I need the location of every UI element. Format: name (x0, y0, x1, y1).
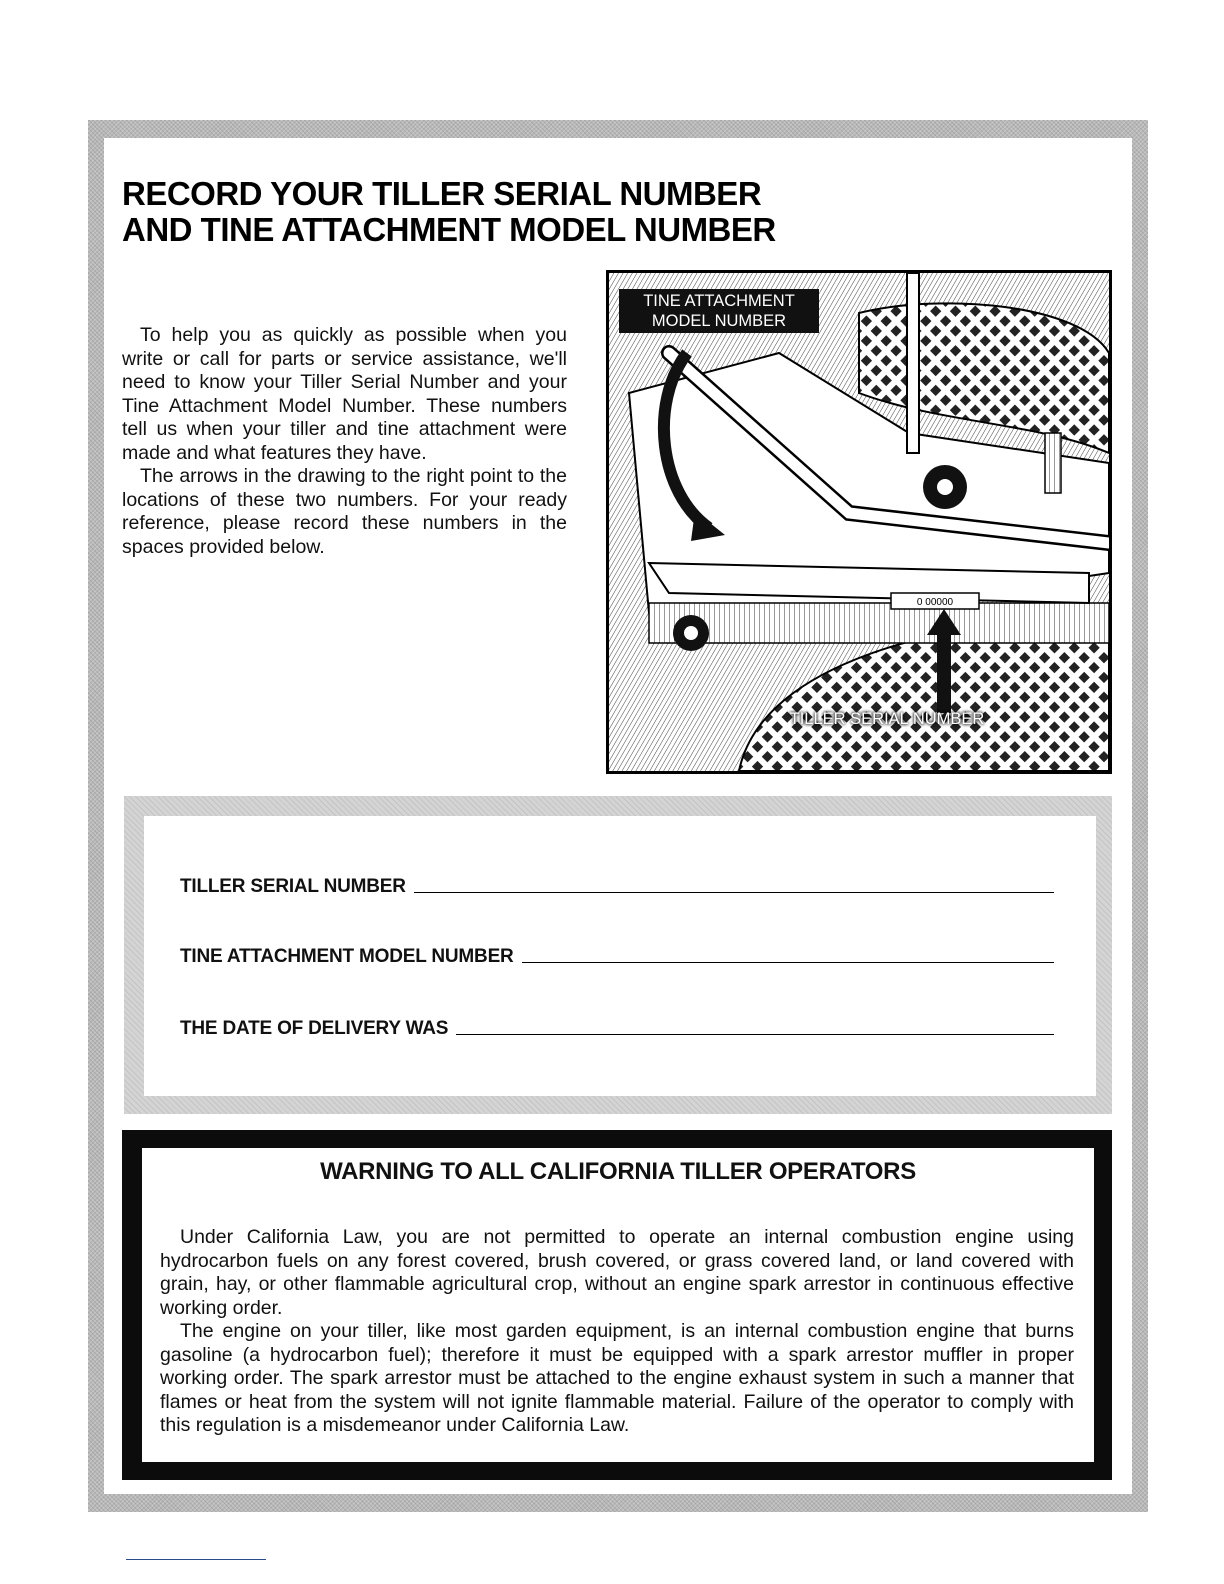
model-number-field[interactable] (180, 946, 1054, 968)
delivery-date-blank[interactable] (456, 1033, 1054, 1035)
tine-callout-line-1: TINE ATTACHMENT (643, 292, 795, 310)
spring (1045, 433, 1061, 493)
page-title (122, 176, 776, 248)
delivery-date-field[interactable] (180, 1018, 1054, 1040)
tine-model-callout (619, 289, 819, 333)
warning-paragraph-2: The engine on your tiller, like most garden equipment, is an internal combustion engine that burns gasoline (a hydrocarbon fuel); therefore it must be equipped with a spark arrestor muffler in proper working order. The spark arrestor must be attached to the engine exhaust system in such a manner that flames or heat from the system will not ignite flammable material. Failure of the operator to comply with this regulation is a misdemeanor under California Law. (160, 1320, 1074, 1436)
model-number-blank[interactable] (522, 961, 1054, 963)
intro-text (122, 324, 567, 559)
warning-paragraph-1: Under California Law, you are not permitted to operate an internal combustion engine using hydrocarbon fuels on any forest covered, brush covered, or grass covered land, or land covered with grain, hay, or other flammable agricultural crop, without an engine spark arrestor in continuous effective working order. (160, 1226, 1074, 1319)
gear-housing (649, 603, 1109, 643)
serial-callout-text: TILLER SERIAL NUMBER (789, 710, 985, 728)
tiller-drawing (609, 273, 1109, 771)
warning-body (160, 1226, 1074, 1438)
intro-paragraph-1: To help you as quickly as possible when you write or call for parts or service assistance, we'll need to know your Tiller Serial Number and your Tine Attachment Model Number. These numbers tell us when your tiller and tine attachment were made and what features they have. (122, 324, 567, 464)
delivery-date-label: THE DATE OF DELIVERY WAS (180, 1018, 449, 1039)
footer-rule (126, 1559, 266, 1560)
serial-arrow (937, 633, 951, 713)
tine-callout-line-2: MODEL NUMBER (651, 312, 787, 330)
serial-number-callout (769, 707, 1005, 731)
title-line-2: AND TINE ATTACHMENT MODEL NUMBER (122, 211, 776, 248)
serial-plate-digits: 0 00000 (916, 597, 954, 608)
intro-paragraph-2: The arrows in the drawing to the right point to the locations of these two numbers. For your ready reference, please record these numbers in the spaces provided below. (122, 465, 567, 558)
tiller-illustration (606, 270, 1112, 774)
title-line-1: RECORD YOUR TILLER SERIAL NUMBER (122, 175, 762, 212)
serial-number-field[interactable] (180, 876, 1054, 898)
serial-number-label: TILLER SERIAL NUMBER (180, 876, 406, 897)
serial-number-blank[interactable] (414, 891, 1054, 893)
warning-title: WARNING TO ALL CALIFORNIA TILLER OPERATORS (320, 1158, 916, 1185)
depth-rod (907, 273, 919, 453)
model-number-label: TINE ATTACHMENT MODEL NUMBER (180, 946, 514, 967)
